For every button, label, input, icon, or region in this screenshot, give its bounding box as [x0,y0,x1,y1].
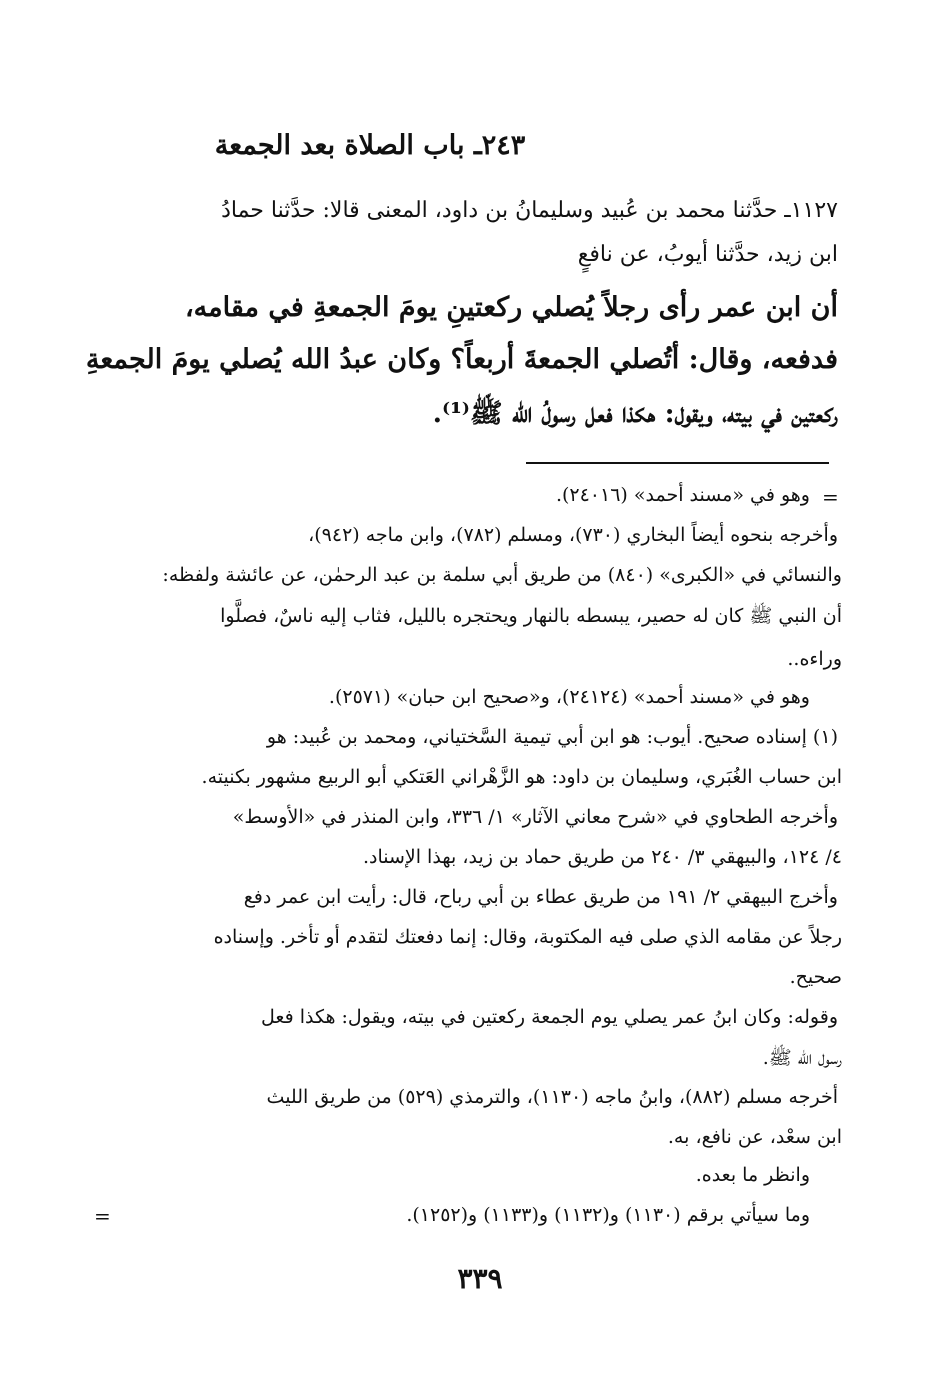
continuation-mark-bottom: = [94,1204,111,1228]
footnote-line: صحيح. [789,966,842,988]
footnote-line: وأخرجه بنحوه أيضاً البخاري (٧٣٠)، ومسلم (٧٨٢)، وابن ماجه (٩٤٢)، [308,524,838,546]
footnote-line: ابن سعْد، عن نافع، به. [667,1126,842,1148]
footnote-line: والنسائي في «الكبرى» (٨٤٠) من طريق أبي سلمة بن عبد الرحمٰن، عن عائشة ولفظه: [162,564,842,586]
footnote-line: وأخرج البيهقي ٢/ ١٩١ من طريق عطاء بن أبي رباح، قال: رأيت ابن عمر دفع [243,886,838,908]
footnote-line: أن النبي ﷺ كان له حصير، يبسطه بالنهار ويحتجره بالليل، فثاب إليه ناسٌ، فصلَّوا [220,605,842,627]
hadith-text-line-2: فدفعه، وقال: أتُصلي الجمعةَ أربعاً؟ وكان عبدُ الله يُصلي يومَ الجمعةِ [85,344,838,375]
hadith-text-line-1: أن ابن عمر رأى رجلاً يُصلي ركعتينِ يومَ الجمعةِ في مقامه، [184,292,838,323]
hadith-isnad-line-1: ١١٢٧ـ حدَّثنا محمد بن عُبيد وسليمانُ بن داود، المعنى قالا: حدَّثنا حمادُ [221,198,838,223]
footnote-line: وقوله: وكان ابنُ عمر يصلي يوم الجمعة ركعتين في بيته، ويقول: هكذا فعل [261,1006,838,1028]
hadith-text-line-3: ركعتين في بيته، ويقول: هكذا فعل رسولُ الله ﷺ⁽¹⁾. [432,398,838,429]
footnote-line: رسول الله ﷺ. [762,1047,842,1069]
hadith-isnad-line-2: ابن زيد، حدَّثنا أيوبُ، عن نافعٍ [577,242,838,267]
footnote-divider [526,462,829,464]
footnote-line: وانظر ما بعده. [695,1164,810,1186]
chapter-title: ٢٤٣ـ باب الصلاة بعد الجمعة [214,130,526,161]
footnote-line: ابن حساب الغُبَري، وسليمان بن داود: هو الزَّهْراني العَتكي أبو الربيع مشهور بكنيته. [201,766,842,788]
footnote-line: وهو في «مسند أحمد» (٢٤٠١٦). [555,484,810,506]
continuation-mark-top: = [822,485,839,509]
footnote-line: (١) إسناده صحيح. أيوب: هو ابن أبي تيمية السَّختياني، ومحمد بن عُبيد: هو [266,726,838,748]
footnote-line: ٤/ ١٢٤، والبيهقي ٣/ ٢٤٠ من طريق حماد بن زيد، بهذا الإسناد. [362,846,842,868]
page-number: ٣٣٩ [457,1262,503,1295]
footnote-line: وما سيأتي برقم (١١٣٠) و(١١٣٢) و(١١٣٣) و(١٢٥٢). [406,1204,810,1226]
footnote-line: وهو في «مسند أحمد» (٢٤١٢٤)، و«صحيح ابن حبان» (٢٥٧١). [328,686,810,708]
footnote-line: وأخرجه الطحاوي في «شرح معاني الآثار» ١/ ٣٣٦، وابن المنذر في «الأوسط» [232,806,838,828]
footnote-line: أخرجه مسلم (٨٨٢)، وابنُ ماجه (١١٣٠)، والترمذي (٥٢٩) من طريق الليث [266,1086,838,1108]
footnote-line: رجلاً عن مقامه الذي صلى فيه المكتوبة، وقال: إنما دفعتك لتقدم أو تأخر. وإسناده [213,926,842,948]
footnote-line: وراءه.. [787,648,842,670]
